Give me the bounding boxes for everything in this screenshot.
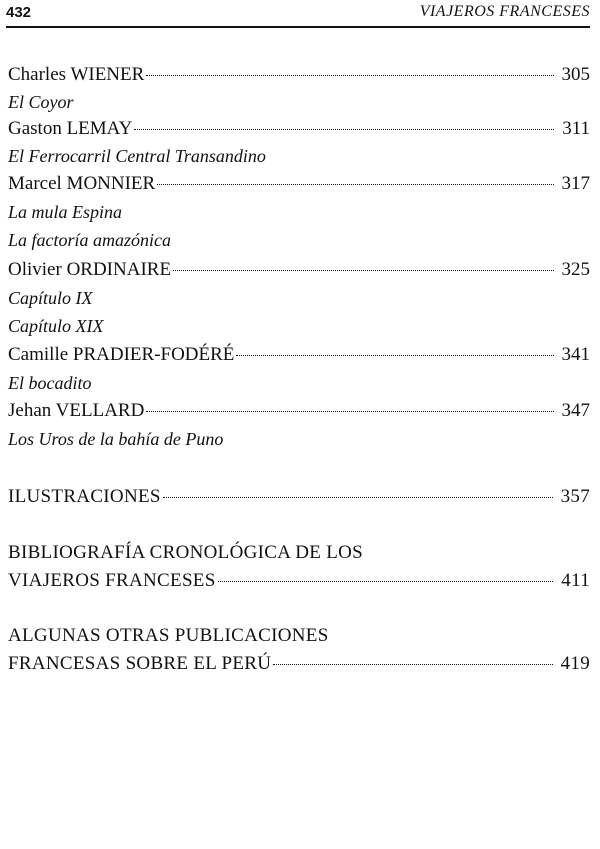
dot-leader	[163, 497, 553, 498]
toc-entry-label: BIBLIOGRAFÍA CRONOLÓGICA DE LOS	[8, 542, 364, 563]
toc-entry-label: Camille PRADIER-FODÉRÉ	[8, 344, 235, 365]
dot-leader	[218, 581, 554, 582]
toc-page-number: 419	[560, 653, 590, 674]
toc-entry-label: Marcel MONNIER	[8, 173, 156, 194]
toc-entry-label: ILUSTRACIONES	[8, 486, 161, 507]
toc-entry-subtitle[interactable]	[8, 89, 590, 115]
toc-entry-label: El Coyor	[8, 92, 74, 112]
toc-entry-label: La factoría amazónica	[8, 230, 172, 250]
toc-entry-author[interactable]	[8, 342, 590, 368]
page-number: 432	[6, 4, 32, 21]
toc-entry-section-line[interactable]	[8, 623, 590, 649]
toc-entry-label: Capítulo XIX	[8, 316, 104, 336]
toc-entry-author[interactable]	[8, 116, 590, 142]
toc-page-number: 341	[561, 344, 590, 365]
toc-entry-label: Los Uros de la bahía de Puno	[8, 429, 224, 449]
toc-entry-label: Jehan VELLARD	[8, 400, 145, 421]
toc-page-number: 347	[561, 400, 590, 421]
toc-entry-label: VIAJEROS FRANCESES	[8, 570, 216, 591]
toc-entry-subtitle[interactable]	[8, 426, 590, 452]
dot-leader	[173, 270, 553, 271]
toc-entry-subtitle[interactable]	[8, 227, 590, 253]
toc-entry-label: Capítulo IX	[8, 288, 93, 308]
toc-entry-section[interactable]	[8, 568, 590, 594]
dot-leader	[146, 411, 553, 412]
dot-leader	[236, 355, 553, 356]
toc-entry-subtitle[interactable]	[8, 143, 590, 169]
toc-entry-section[interactable]	[8, 484, 590, 510]
toc-entry-label: ALGUNAS OTRAS PUBLICACIONES	[8, 625, 329, 646]
toc-entry-author[interactable]	[8, 257, 590, 283]
dot-leader	[273, 664, 552, 665]
running-title: VIAJEROS FRANCESES	[419, 3, 590, 20]
toc-entry-label: Gaston LEMAY	[8, 118, 133, 139]
toc-entry-label: El Ferrocarril Central Transandino	[8, 146, 266, 166]
toc-entry-label: Charles WIENER	[8, 64, 145, 85]
toc-page-number: 411	[561, 570, 590, 591]
toc-entry-author[interactable]	[8, 398, 590, 424]
toc-entry-subtitle[interactable]	[8, 199, 590, 225]
toc-page-number: 357	[560, 486, 590, 507]
toc-entry-section-line[interactable]	[8, 540, 590, 566]
toc-entry-label: La mula Espina	[8, 202, 123, 222]
toc-entry-author[interactable]	[8, 171, 590, 197]
toc-page-number: 311	[562, 118, 590, 139]
toc-entry-author[interactable]	[8, 62, 590, 88]
toc-page-number: 305	[561, 64, 590, 85]
toc-entry-label: El bocadito	[8, 373, 92, 393]
dot-leader	[134, 129, 554, 130]
toc-entry-label: Olivier ORDINAIRE	[8, 259, 172, 280]
toc-page-number: 317	[561, 173, 590, 194]
toc-entry-subtitle[interactable]	[8, 285, 590, 311]
toc-entry-label: FRANCESAS SOBRE EL PERÚ	[8, 653, 272, 674]
dot-leader	[146, 75, 553, 76]
dot-leader	[157, 184, 553, 185]
toc-page-number: 325	[561, 259, 590, 280]
toc-entry-subtitle[interactable]	[8, 370, 590, 396]
toc-entry-subtitle[interactable]	[8, 313, 590, 339]
toc-entry-section[interactable]	[8, 651, 590, 677]
